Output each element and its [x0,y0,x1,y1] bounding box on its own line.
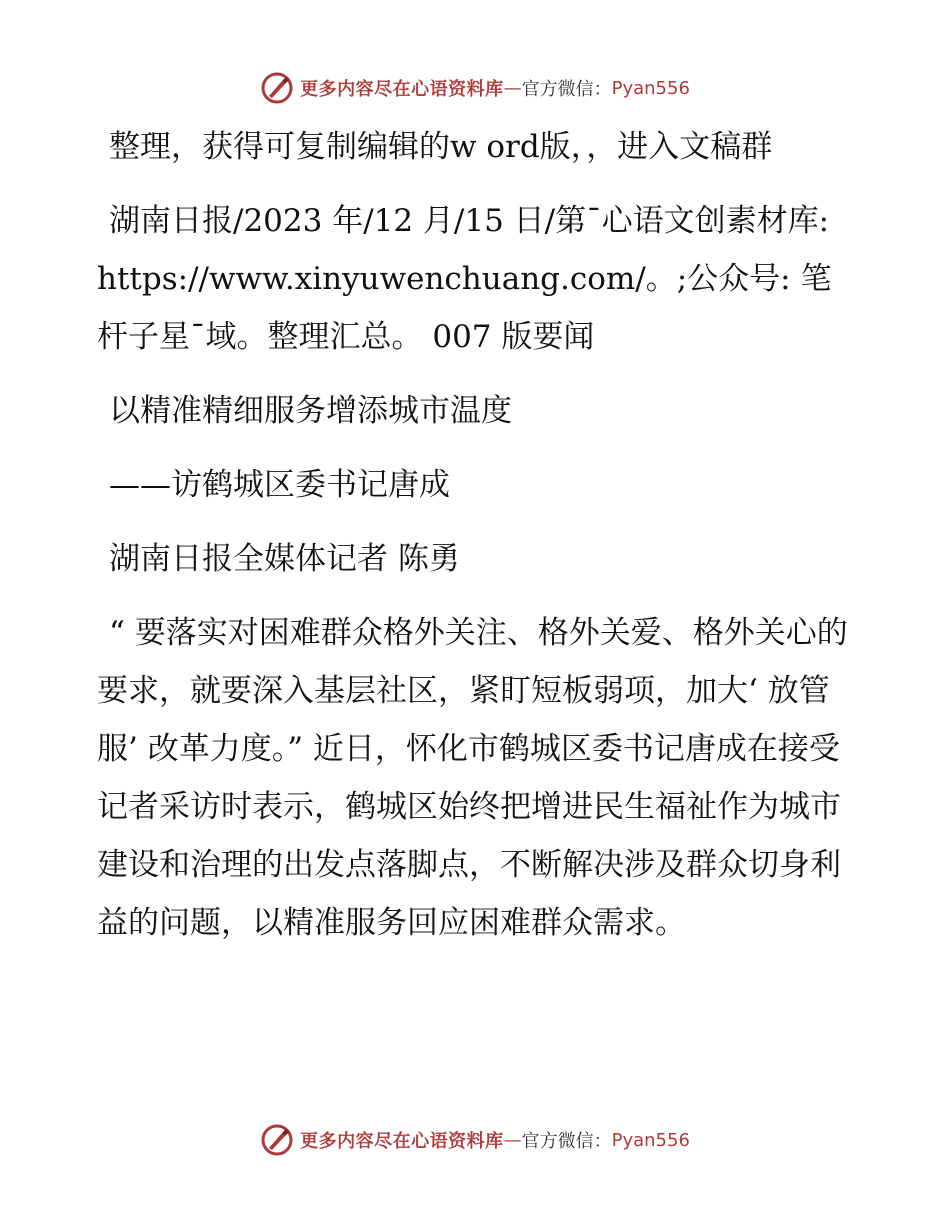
footer-watermark-banner [0,1122,950,1158]
article-subtitle: ——访鹤城区委书记唐成 [109,467,450,503]
banner-dash: — [503,77,522,99]
paragraph-source: 湖南日报/2023 年/12 月/15 日/第¯心语文创素材库: https://www.xinyuwenchuang.com/。;公众号: 笔杆子星¯域。整理汇总。 007 版要闻 [97,203,832,355]
article-body [97,118,857,968]
pen-logo-icon [260,1123,294,1157]
paragraph-body: “ 要落实对困难群众格外关注、格外关爱、格外关心的要求，就要深入基层社区，紧盯短板弱项，加大‘ 放管服’ 改革力度。” 近日，怀化市鹤城区委书记唐成在接受记者采访时表示，鹤城区始终把增进民生福祉作为城市建设和治理的出发点落脚点，不断解决涉及群众切身利益的问题，以精准服务回应困难群众需求。 [97,615,848,941]
banner-account: Pyan556 [611,77,690,99]
paragraph-intro: 整理，获得可复制编辑的w ord版，，进入文稿群 [109,129,773,165]
article-byline: 湖南日报全媒体记者 陈勇 [109,541,460,577]
banner-label: 官方微信： [521,79,612,100]
banner-brand-text: 更多内容尽在心语资料库 [300,79,504,100]
article-title: 以精准精细服务增添城市温度 [109,393,512,429]
banner-account: Pyan556 [611,1129,690,1151]
banner-brand-text: 更多内容尽在心语资料库 [300,1131,504,1152]
banner-dash: — [503,1129,522,1151]
pen-logo-icon [260,71,294,105]
header-watermark-banner [0,70,950,106]
banner-label: 官方微信： [521,1131,612,1152]
